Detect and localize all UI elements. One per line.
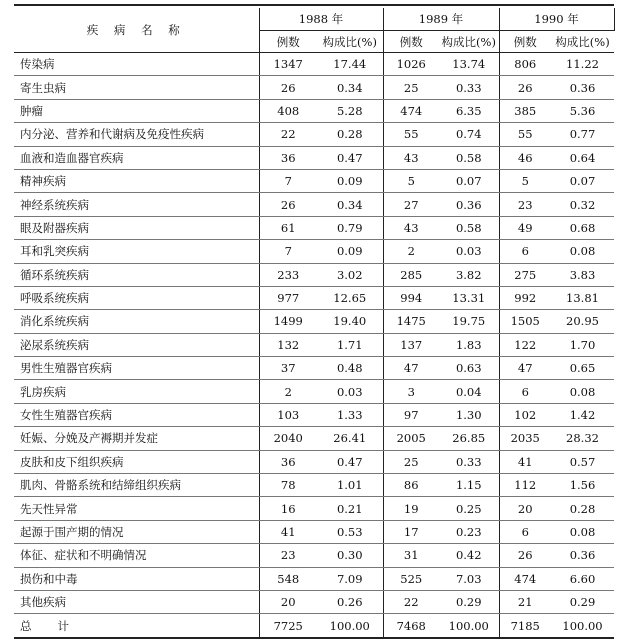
ratio-1990: 28.32 xyxy=(551,427,614,450)
count-1990: 112 xyxy=(499,474,551,497)
count-1990: 992 xyxy=(499,286,551,309)
count-1989: 474 xyxy=(383,99,439,122)
count-1989: 97 xyxy=(383,403,439,426)
ratio-1990: 0.08 xyxy=(551,520,614,543)
year-header-1989: 1989 年 xyxy=(383,8,499,31)
count-1989: 19 xyxy=(383,497,439,520)
count-1989: 43 xyxy=(383,146,439,169)
disease-name: 男性生殖器官疾病 xyxy=(14,357,259,380)
count-1989: 137 xyxy=(383,333,439,356)
disease-name: 体征、症状和不明确情况 xyxy=(14,544,259,567)
ratio-1990: 0.65 xyxy=(551,357,614,380)
total-label: 总计 xyxy=(14,614,259,638)
ratio-1990: 0.08 xyxy=(551,380,614,403)
ratio-1989: 0.58 xyxy=(439,216,499,239)
ratio-1989: 0.29 xyxy=(439,590,499,613)
count-1988: 2040 xyxy=(259,427,317,450)
ratio-1989: 0.04 xyxy=(439,380,499,403)
count-1988: 1347 xyxy=(259,53,317,76)
table-row xyxy=(14,286,614,309)
disease-name: 妊娠、分娩及产褥期并发症 xyxy=(14,427,259,450)
ratio-1990: 1.56 xyxy=(551,474,614,497)
count-1990: 21 xyxy=(499,590,551,613)
count-1990: 806 xyxy=(499,53,551,76)
header-row-years xyxy=(14,8,614,31)
count-1990: 275 xyxy=(499,263,551,286)
count-1988: 22 xyxy=(259,123,317,146)
ratio-1989: 1.83 xyxy=(439,333,499,356)
table-row xyxy=(14,263,614,286)
table-row xyxy=(14,427,614,450)
ratio-1988: 1.33 xyxy=(317,403,383,426)
count-1988: 26 xyxy=(259,193,317,216)
count-1990: 47 xyxy=(499,357,551,380)
table-row xyxy=(14,146,614,169)
ratio-1990: 100.00 xyxy=(551,614,614,638)
disease-name: 损伤和中毒 xyxy=(14,567,259,590)
count-1989: 47 xyxy=(383,357,439,380)
count-1989: 2 xyxy=(383,240,439,263)
disease-composition-table xyxy=(14,4,615,639)
disease-name: 神经系统疾病 xyxy=(14,193,259,216)
ratio-1988: 100.00 xyxy=(317,614,383,638)
count-1988: 78 xyxy=(259,474,317,497)
total-row xyxy=(14,614,614,638)
ratio-header: 构成比(%) xyxy=(551,31,614,53)
ratio-1990: 1.70 xyxy=(551,333,614,356)
ratio-1988: 0.09 xyxy=(317,240,383,263)
ratio-1990: 0.64 xyxy=(551,146,614,169)
ratio-1989: 0.42 xyxy=(439,544,499,567)
ratio-1989: 1.15 xyxy=(439,474,499,497)
count-1988: 977 xyxy=(259,286,317,309)
count-1990: 474 xyxy=(499,567,551,590)
count-1990: 6 xyxy=(499,380,551,403)
ratio-1990: 6.60 xyxy=(551,567,614,590)
count-1990: 49 xyxy=(499,216,551,239)
disease-name: 先天性异常 xyxy=(14,497,259,520)
table-row xyxy=(14,403,614,426)
table-row xyxy=(14,123,614,146)
table-row xyxy=(14,216,614,239)
count-1990: 385 xyxy=(499,99,551,122)
ratio-header: 构成比(%) xyxy=(317,31,383,53)
count-1990: 26 xyxy=(499,544,551,567)
count-1988: 7 xyxy=(259,169,317,192)
count-1989: 994 xyxy=(383,286,439,309)
year-header-1988: 1988 年 xyxy=(259,8,383,31)
disease-name: 起源于围产期的情况 xyxy=(14,520,259,543)
ratio-1988: 12.65 xyxy=(317,286,383,309)
ratio-1988: 26.41 xyxy=(317,427,383,450)
count-1989: 31 xyxy=(383,544,439,567)
count-1989: 55 xyxy=(383,123,439,146)
table-row xyxy=(14,450,614,473)
count-1988: 7 xyxy=(259,240,317,263)
count-1988: 7725 xyxy=(259,614,317,638)
ratio-1990: 0.36 xyxy=(551,76,614,99)
ratio-1989: 0.25 xyxy=(439,497,499,520)
count-1989: 43 xyxy=(383,216,439,239)
ratio-1989: 1.30 xyxy=(439,403,499,426)
ratio-1989: 13.31 xyxy=(439,286,499,309)
count-header: 例数 xyxy=(383,31,439,53)
count-1990: 46 xyxy=(499,146,551,169)
disease-name: 肿瘤 xyxy=(14,99,259,122)
count-1989: 2005 xyxy=(383,427,439,450)
ratio-1988: 0.30 xyxy=(317,544,383,567)
table-row xyxy=(14,53,614,76)
table-row xyxy=(14,497,614,520)
count-1990: 5 xyxy=(499,169,551,192)
count-1990: 23 xyxy=(499,193,551,216)
year-header-1990: 1990 年 xyxy=(499,8,614,31)
table-row xyxy=(14,193,614,216)
disease-name: 精神疾病 xyxy=(14,169,259,192)
ratio-header: 构成比(%) xyxy=(439,31,499,53)
ratio-1989: 7.03 xyxy=(439,567,499,590)
ratio-1988: 1.01 xyxy=(317,474,383,497)
ratio-1989: 0.74 xyxy=(439,123,499,146)
count-header: 例数 xyxy=(499,31,551,53)
count-1988: 103 xyxy=(259,403,317,426)
ratio-1990: 13.81 xyxy=(551,286,614,309)
ratio-1989: 0.33 xyxy=(439,76,499,99)
ratio-1989: 0.03 xyxy=(439,240,499,263)
ratio-1988: 0.34 xyxy=(317,193,383,216)
disease-name: 循环系统疾病 xyxy=(14,263,259,286)
count-1989: 3 xyxy=(383,380,439,403)
ratio-1990: 0.07 xyxy=(551,169,614,192)
table-row xyxy=(14,333,614,356)
ratio-1988: 19.40 xyxy=(317,310,383,333)
count-1988: 1499 xyxy=(259,310,317,333)
disease-name: 呼吸系统疾病 xyxy=(14,286,259,309)
ratio-1989: 0.63 xyxy=(439,357,499,380)
count-1990: 26 xyxy=(499,76,551,99)
count-1989: 7468 xyxy=(383,614,439,638)
count-1989: 25 xyxy=(383,450,439,473)
ratio-1989: 0.36 xyxy=(439,193,499,216)
disease-name: 耳和乳突疾病 xyxy=(14,240,259,263)
count-1988: 37 xyxy=(259,357,317,380)
count-1988: 26 xyxy=(259,76,317,99)
count-1989: 1475 xyxy=(383,310,439,333)
table-row xyxy=(14,520,614,543)
ratio-1990: 0.29 xyxy=(551,590,614,613)
ratio-1990: 5.36 xyxy=(551,99,614,122)
count-1988: 61 xyxy=(259,216,317,239)
ratio-1989: 100.00 xyxy=(439,614,499,638)
ratio-1989: 0.23 xyxy=(439,520,499,543)
disease-name: 乳房疾病 xyxy=(14,380,259,403)
count-1990: 122 xyxy=(499,333,551,356)
disease-name: 传染病 xyxy=(14,53,259,76)
table-row xyxy=(14,567,614,590)
count-1989: 285 xyxy=(383,263,439,286)
disease-name-header: 疾 病 名 称 xyxy=(14,8,259,53)
count-1989: 5 xyxy=(383,169,439,192)
ratio-1988: 1.71 xyxy=(317,333,383,356)
ratio-1989: 0.07 xyxy=(439,169,499,192)
disease-name: 女性生殖器官疾病 xyxy=(14,403,259,426)
ratio-1990: 0.77 xyxy=(551,123,614,146)
ratio-1990: 3.83 xyxy=(551,263,614,286)
disease-name: 泌尿系统疾病 xyxy=(14,333,259,356)
count-1990: 7185 xyxy=(499,614,551,638)
ratio-1989: 19.75 xyxy=(439,310,499,333)
ratio-1990: 0.32 xyxy=(551,193,614,216)
count-1989: 25 xyxy=(383,76,439,99)
count-1988: 2 xyxy=(259,380,317,403)
ratio-1988: 5.28 xyxy=(317,99,383,122)
ratio-1988: 0.79 xyxy=(317,216,383,239)
ratio-1988: 0.21 xyxy=(317,497,383,520)
count-1988: 23 xyxy=(259,544,317,567)
ratio-1988: 0.34 xyxy=(317,76,383,99)
table-row xyxy=(14,544,614,567)
ratio-1988: 17.44 xyxy=(317,53,383,76)
count-1989: 1026 xyxy=(383,53,439,76)
table-row xyxy=(14,99,614,122)
count-1989: 525 xyxy=(383,567,439,590)
disease-name: 眼及附器疾病 xyxy=(14,216,259,239)
ratio-1988: 0.09 xyxy=(317,169,383,192)
count-1989: 17 xyxy=(383,520,439,543)
count-1988: 233 xyxy=(259,263,317,286)
ratio-1988: 0.28 xyxy=(317,123,383,146)
count-1989: 86 xyxy=(383,474,439,497)
count-1990: 55 xyxy=(499,123,551,146)
ratio-1990: 0.57 xyxy=(551,450,614,473)
ratio-1988: 0.53 xyxy=(317,520,383,543)
count-1990: 102 xyxy=(499,403,551,426)
count-1988: 36 xyxy=(259,450,317,473)
ratio-1988: 0.03 xyxy=(317,380,383,403)
count-1990: 1505 xyxy=(499,310,551,333)
disease-name: 寄生虫病 xyxy=(14,76,259,99)
count-1990: 2035 xyxy=(499,427,551,450)
ratio-1990: 0.68 xyxy=(551,216,614,239)
table-row xyxy=(14,357,614,380)
ratio-1988: 3.02 xyxy=(317,263,383,286)
table-row xyxy=(14,474,614,497)
ratio-1988: 0.48 xyxy=(317,357,383,380)
table-row xyxy=(14,169,614,192)
ratio-1989: 13.74 xyxy=(439,53,499,76)
disease-name: 消化系统疾病 xyxy=(14,310,259,333)
count-1989: 27 xyxy=(383,193,439,216)
ratio-1990: 0.28 xyxy=(551,497,614,520)
disease-name: 皮肤和皮下组织疾病 xyxy=(14,450,259,473)
table-row xyxy=(14,240,614,263)
count-1990: 6 xyxy=(499,520,551,543)
ratio-1988: 0.26 xyxy=(317,590,383,613)
ratio-1989: 26.85 xyxy=(439,427,499,450)
table-row xyxy=(14,590,614,613)
count-1988: 408 xyxy=(259,99,317,122)
disease-name: 内分泌、营养和代谢病及免疫性疾病 xyxy=(14,123,259,146)
ratio-1990: 1.42 xyxy=(551,403,614,426)
disease-table-container xyxy=(14,4,614,639)
count-1990: 6 xyxy=(499,240,551,263)
table-row xyxy=(14,380,614,403)
ratio-1989: 3.82 xyxy=(439,263,499,286)
count-1988: 132 xyxy=(259,333,317,356)
ratio-1989: 0.58 xyxy=(439,146,499,169)
ratio-1990: 11.22 xyxy=(551,53,614,76)
count-1988: 20 xyxy=(259,590,317,613)
count-1990: 20 xyxy=(499,497,551,520)
ratio-1989: 0.33 xyxy=(439,450,499,473)
ratio-1990: 20.95 xyxy=(551,310,614,333)
count-1989: 22 xyxy=(383,590,439,613)
table-row xyxy=(14,310,614,333)
count-1988: 41 xyxy=(259,520,317,543)
ratio-1988: 7.09 xyxy=(317,567,383,590)
count-1988: 36 xyxy=(259,146,317,169)
ratio-1989: 6.35 xyxy=(439,99,499,122)
disease-name: 肌肉、骨骼系统和结缔组织疾病 xyxy=(14,474,259,497)
ratio-1990: 0.36 xyxy=(551,544,614,567)
ratio-1990: 0.08 xyxy=(551,240,614,263)
disease-name: 血液和造血器官疾病 xyxy=(14,146,259,169)
count-1988: 548 xyxy=(259,567,317,590)
table-row xyxy=(14,76,614,99)
disease-name: 其他疾病 xyxy=(14,590,259,613)
count-1990: 41 xyxy=(499,450,551,473)
count-1988: 16 xyxy=(259,497,317,520)
ratio-1988: 0.47 xyxy=(317,450,383,473)
ratio-1988: 0.47 xyxy=(317,146,383,169)
count-header: 例数 xyxy=(259,31,317,53)
table-body xyxy=(14,53,614,638)
